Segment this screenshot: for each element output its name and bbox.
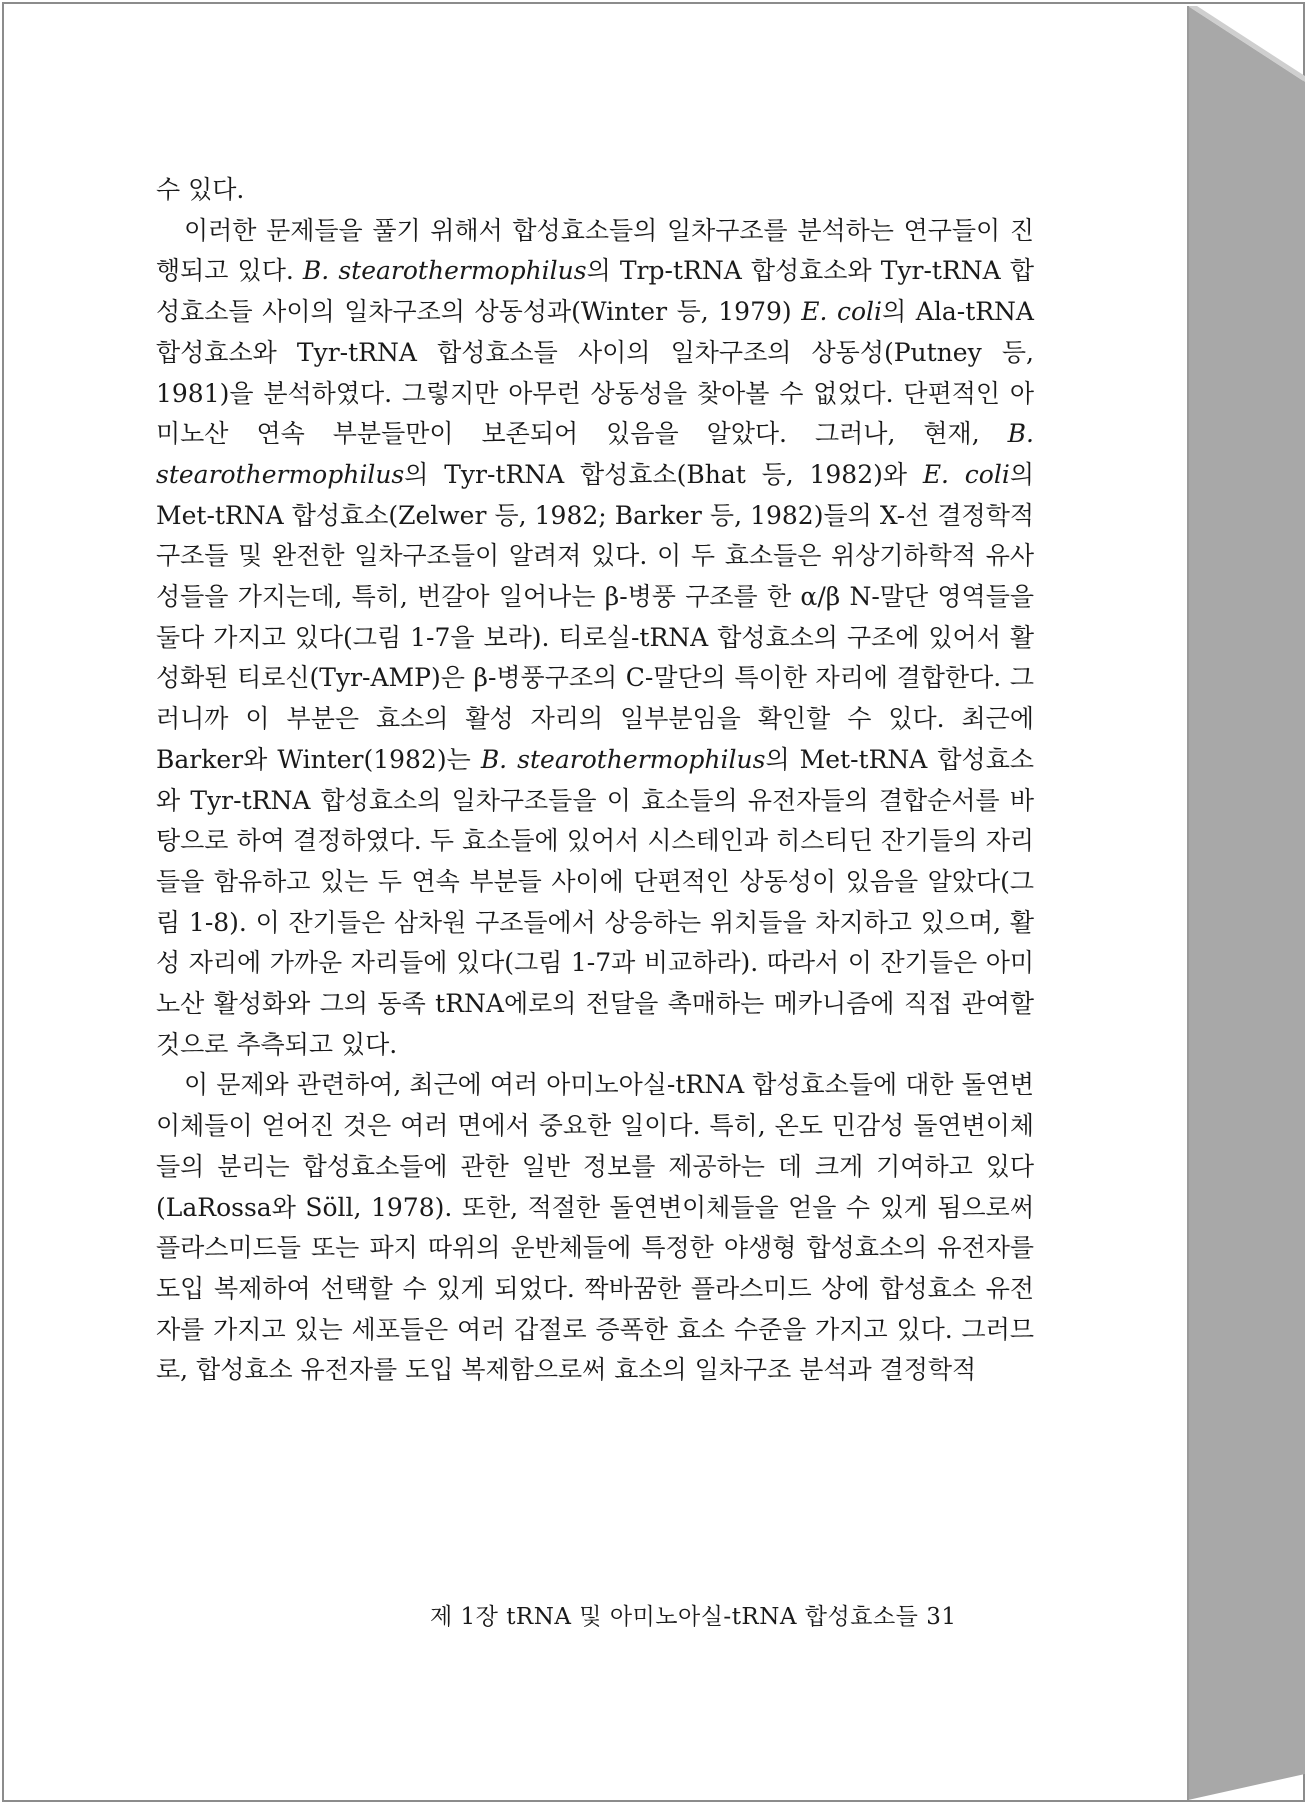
text-run: 의 Tyr-tRNA 합성효소(Bhat 등, 1982)와 [404,459,923,489]
paragraph [156,170,1034,211]
text-run: 의 Ala-tRNA 합성효소와 Tyr-tRNA 합성효소들 사이의 일차구조의 상동성(Putney 등, 1981)을 분석하였다. 그렇지만 아무런 상동성을 찾아볼 수 없었다. 단편적인 아미노산 연속 부분들만이 보존되어 있음을 알았다. 그러나, 현재, [156,297,1034,449]
paragraph [156,1065,1034,1391]
text-run: 의 Met-tRNA 합성효소와 Tyr-tRNA 합성효소의 일차구조들을 이 효소들의 유전자들의 결합순서를 바탕으로 하여 결정하였다. 두 효소들에 있어서 시스테인과 히스티딘 잔기들의 자리들을 함유하고 있는 두 연속 부분들 사이에 단편적인 상동성이 있음을 알았다(그림 1-8). 이 잔기들은 삼차원 구조들에서 상응하는 위치들을 차지하고 있으며, 활성 자리에 가까운 자리들에 있다(그림 1-7과 비교하라). 따라서 이 잔기들은 아미노산 활성화와 그의 동족 tRNA에로의 전달을 촉매하는 메카니즘에 직접 관여할 것으로 추측되고 있다. [156,744,1034,1059]
running-footer: 제 1장 tRNA 및 아미노아실-tRNA 합성효소들 31 [430,1604,957,1630]
text-run: 의 Met-tRNA 합성효소(Zelwer 등, 1982; Barker 등, 1982)들의 X-선 결정학적 구조들 및 완전한 일차구조들이 알려져 있다. 이 두 효소들은 위상기하학적 유사성들을 가지는데, 특히, 번갈아 일어나는 β-병풍 구조를 한 α/β N-말단 영역들을 둘다 가지고 있다(그림 1-7을 보라). 티로실-tRNA 합성효소의 구조에 있어서 활성화된 티로신(Tyr-AMP)은 β-병풍구조의 C-말단의 특이한 자리에 결합한다. 그러니까 이 부분은 효소의 활성 자리의 일부분임을 확인할 수 있다. 최근에 Barker와 Winter(1982)는 [156,459,1035,774]
text-run: 의 Trp-tRNA 합성효소와 Tyr-tRNA 합성효소들 사이의 일차구조의 상동성과(Winter 등, 1979) [156,256,1034,327]
text-run: 이 문제와 관련하여, 최근에 여러 아미노아실-tRNA 합성효소들에 대한 돌연변이체들이 얻어진 것은 여러 면에서 중요한 일이다. 특히, 온도 민감성 돌연변이체들의 분리는 합성효소들에 관한 일반 정보를 제공하는 데 크게 기여하고 있다(LaRossa와 Söll, 1978). 또한, 적절한 돌연변이체들을 얻을 수 있게 됨으로써 플라스미드들 또는 파지 따위의 운반체들에 특정한 야생형 합성효소의 유전자를 도입 복제하여 선택할 수 있게 되었다. 짝바꿈한 플라스미드 상에 합성효소 유전자를 가지고 있는 세포들은 여러 갑절로 증폭한 효소 수준을 가지고 있다. 그러므로, 합성효소 유전자를 도입 복제함으로써 효소의 일차구조 분석과 결정학적 [156,1070,1034,1385]
text-run: 수 있다. [156,175,245,204]
italic-text: E. coli [922,459,1010,489]
italic-text: B. stearothermophilus [302,256,587,286]
italic-text: B. stearothermophilus [480,744,766,774]
text-run: 이러한 문제들을 풀기 위해서 합성효소들의 일차구조를 분석하는 연구들이 진행되고 있다. [156,215,1034,286]
italic-text: E. coli [801,297,883,327]
italic-text: B. stearothermophilus [156,419,1034,489]
body-text [156,170,1034,1391]
paragraph [156,211,1034,1066]
